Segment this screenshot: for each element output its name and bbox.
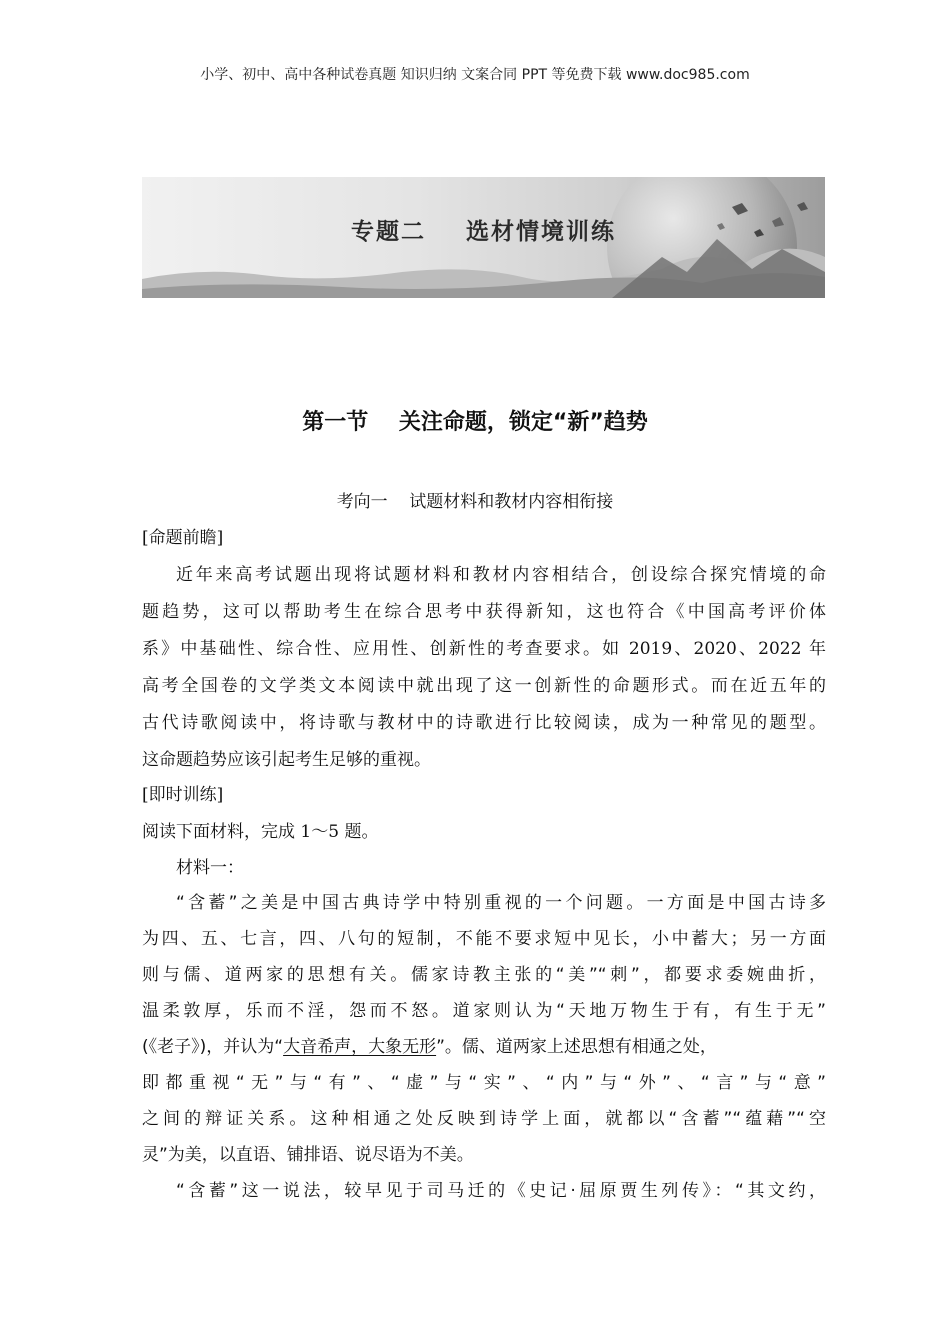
material-line: “含蓄”这一说法，较早见于司马迁的《史记·屈原贾生列传》：“其文约， xyxy=(176,1181,826,1201)
material-line: 温柔敦厚，乐而不淫，怨而不怒。道家则认为“天地万物生于有，有生于无” xyxy=(142,1001,826,1021)
preview-line: 近年来高考试题出现将试题材料和教材内容相结合，创设综合探究情境的命 xyxy=(176,565,826,585)
section-title: 第一节 关注命题，锁定“新”趋势 xyxy=(302,410,648,435)
material-line-start: (《老子》)，并认为“ xyxy=(142,1037,284,1057)
material-line: 之间的辩证关系。这种相通之处反映到诗学上面，就都以“含蓄”“蕴藉”“空 xyxy=(142,1109,826,1129)
material-label: 材料一： xyxy=(176,858,244,878)
preview-line: 高考全国卷的文学类文本阅读中就出现了这一创新性的命题形式。而在近五年的 xyxy=(142,676,826,696)
preview-line: 古代诗歌阅读中，将诗歌与教材中的诗歌进行比较阅读，成为一种常见的题型。 xyxy=(142,713,826,733)
sub-title: 考向一 试题材料和教材内容相衔接 xyxy=(336,492,614,512)
banner-title: 专题二 选材情境训练 xyxy=(350,219,617,245)
material-line: “含蓄”之美是中国古典诗学中特别重视的一个问题。一方面是中国古诗多 xyxy=(176,893,826,913)
material-line: 为四、五、七言，四、八句的短制，不能不要求短中见长，小中蓄大；另一方面 xyxy=(142,929,826,949)
material-line: 灵”为美，以直语、铺排语、说尽语为不美。 xyxy=(142,1145,474,1165)
material-line-end: ”。儒、道两家上述思想有相通之处， xyxy=(436,1037,717,1057)
material-line: 则与儒、道两家的思想有关。儒家诗教主张的“美”“刺”，都要求委婉曲折， xyxy=(142,965,826,985)
preview-line: 题趋势，这可以帮助考生在综合思考中获得新知，这也符合《中国高考评价体 xyxy=(142,602,826,622)
preview-label: [命题前瞻] xyxy=(142,528,224,548)
instruction-text: 阅读下面材料，完成 1～5 题。 xyxy=(142,822,379,842)
preview-line: 系》中基础性、综合性、应用性、创新性的考查要求。如 2019、2020、2022 年 xyxy=(142,639,826,659)
chapter-banner xyxy=(142,177,825,298)
underlined-quote: 大音希声，大象无形 xyxy=(283,1037,437,1057)
training-label: [即时训练] xyxy=(142,785,224,805)
site-header-note: 小学、初中、高中各种试卷真题 知识归纳 文案合同 PPT 等免费下载 www.doc985.com xyxy=(200,67,750,83)
material-line xyxy=(142,1032,826,1057)
preview-line: 这命题趋势应该引起考生足够的重视。 xyxy=(142,750,431,770)
material-line: 即都重视“无”与“有”、“虚”与“实”、“内”与“外”、“言”与“意” xyxy=(142,1073,826,1093)
